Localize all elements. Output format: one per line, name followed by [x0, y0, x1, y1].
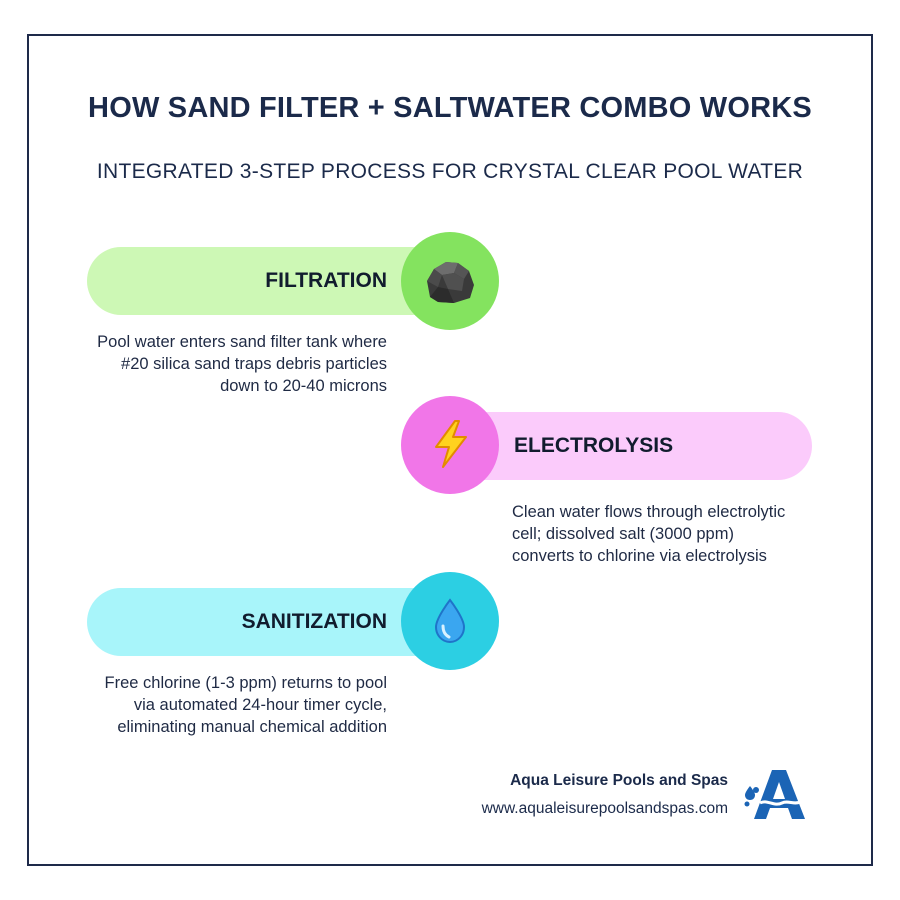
step-electrolysis-circle — [401, 396, 499, 494]
step-electrolysis-description: Clean water flows through electrolytic cell; dissolved salt (3000 ppm) converts to chlorine via electrolysis — [512, 503, 786, 565]
water-drop-icon — [433, 598, 467, 644]
aqua-leisure-logo-icon — [742, 768, 806, 822]
rock-icon — [424, 257, 476, 305]
step-filtration-pill — [87, 247, 447, 315]
step-sanitization-pill — [87, 588, 447, 656]
brand-url[interactable]: www.aqualeisurepoolsandspas.com — [481, 800, 728, 817]
step-electrolysis-label: ELECTROLYSIS — [514, 434, 674, 457]
step-electrolysis-pill — [452, 412, 812, 480]
step-sanitization-label: SANITIZATION — [241, 610, 387, 633]
page-subtitle: INTEGRATED 3-STEP PROCESS FOR CRYSTAL CLEAR POOL WATER — [96, 160, 804, 183]
lightning-bolt-icon — [431, 420, 471, 468]
step-filtration-description: Pool water enters sand filter tank where #20 silica sand traps debris particles down to 20-40 microns — [97, 333, 387, 395]
page-title: HOW SAND FILTER + SALTWATER COMBO WORKS — [88, 92, 812, 124]
step-sanitization-circle — [401, 572, 499, 670]
brand-name: Aqua Leisure Pools and Spas — [510, 772, 728, 789]
step-filtration-circle — [401, 232, 499, 330]
step-filtration-label: FILTRATION — [265, 269, 387, 292]
step-sanitization-description: Free chlorine (1-3 ppm) returns to pool via automated 24-hour timer cycle, eliminating manual chemical addition — [104, 674, 387, 736]
